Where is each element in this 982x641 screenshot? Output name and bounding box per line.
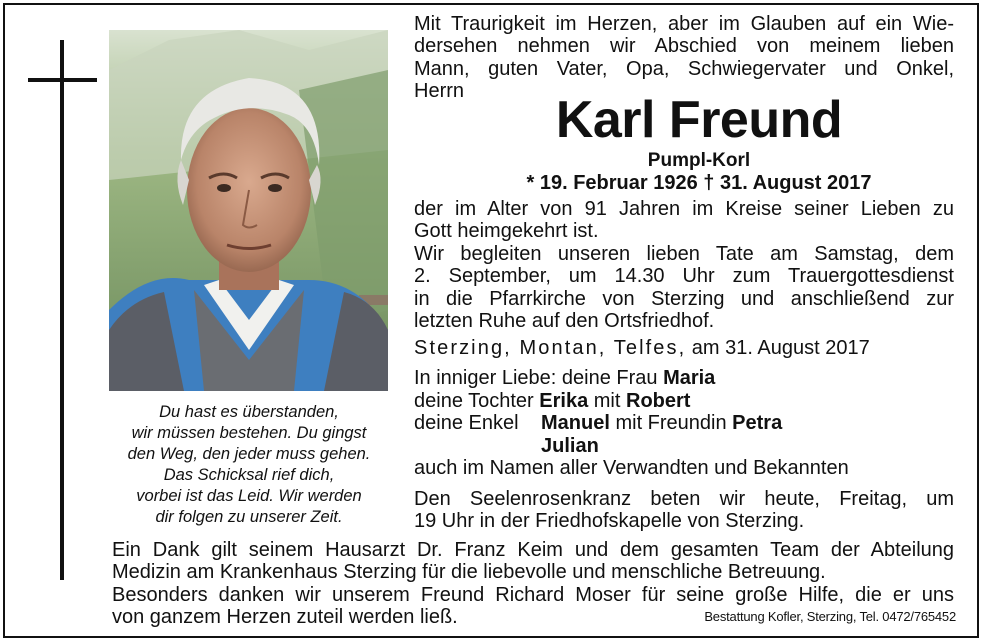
cross-icon — [60, 40, 64, 580]
body-line: letzten Ruhe auf den Ortsfriedhof. — [414, 310, 715, 333]
thanks-line: Medizin am Krankenhaus Sterzing für die liebevolle und menschliche Betreuung. — [112, 561, 826, 584]
body-line: in die Pfarrkirche von Sterzing und anschließend zur — [414, 287, 954, 310]
mourner-name: Maria — [663, 367, 716, 389]
deceased-nickname: Pumpl-Korl — [647, 150, 751, 171]
poem-line: wir müssen bestehen. Du gingst — [131, 424, 367, 442]
intro-line: Mann, guten Vater, Opa, Schwiegervater und Onkel, — [414, 57, 954, 80]
intro-line: Herrn — [414, 80, 465, 103]
life-dates: * 19. Februar 1926 † 31. August 2017 — [526, 172, 872, 194]
body-line: 2. September, um 14.30 Uhr zum Trauergottesdienst — [414, 265, 954, 288]
deceased-name: Karl Freund — [555, 91, 843, 149]
mourner-name: Robert — [626, 389, 691, 412]
announcement-text — [414, 198, 954, 332]
place-date — [414, 337, 870, 359]
mourners-list — [414, 367, 954, 480]
place-names: Sterzing, Montan, Telfes, — [414, 337, 687, 359]
thanks-line: Besonders danken wir unserem Freund Richard Moser für seine große Hilfe, die er uns — [112, 583, 954, 606]
mourner-daughter — [414, 390, 954, 413]
body-line: Wir begleiten unseren lieben Tate am Samstag, dem — [414, 242, 954, 265]
mourner-relatives: auch im Namen aller Verwandten und Bekannten — [414, 457, 849, 479]
thanks-line: von ganzem Herzen zuteil werden ließ. — [112, 606, 458, 629]
rosary-notice — [414, 488, 954, 533]
poem-line: Du hast es überstanden, — [159, 403, 339, 421]
intro-text — [414, 13, 954, 103]
portrait-photo — [109, 30, 388, 391]
thanks-line: Ein Dank gilt seinem Hausarzt Dr. Franz Keim und dem gesamten Team der Abteilung — [112, 539, 954, 561]
mourner-label: mit — [588, 389, 626, 412]
mourner-label: In inniger Liebe: deine Frau — [414, 367, 664, 389]
poem-line: dir folgen zu unserer Zeit. — [155, 508, 343, 526]
mourner-name: Petra — [732, 412, 783, 434]
memorial-poem — [108, 402, 390, 528]
poem-line: Das Schicksal rief dich, — [163, 466, 335, 484]
mourner-label: deine Tochter — [414, 389, 540, 412]
poem-line: vorbei ist das Leid. Wir werden — [136, 487, 362, 505]
rosary-line: 19 Uhr in der Friedhofskapelle von Sterzing. — [414, 510, 805, 533]
poem-line: den Weg, den jeder muss gehen. — [127, 445, 371, 463]
funeral-home: Bestattung Kofler, Sterzing, Tel. 0472/765452 — [704, 609, 956, 624]
mourner-name: Julian — [541, 434, 599, 457]
mourner-grandchild — [414, 435, 954, 458]
mourner-label: mit Freundin — [609, 412, 733, 434]
body-line: Gott heimgekehrt ist. — [414, 220, 599, 243]
intro-line: Mit Traurigkeit im Herzen, aber im Glauben auf ein Wie- — [414, 13, 954, 35]
rosary-line: Den Seelenrosenkranz beten wir heute, Freitag, um — [414, 488, 954, 510]
mourner-name: Manuel — [541, 412, 610, 434]
mourner-wife — [414, 367, 954, 390]
intro-line: dersehen nehmen wir Abschied von meinem lieben — [414, 35, 954, 58]
mourner-name: Erika — [539, 389, 589, 412]
mourner-grandchildren — [414, 412, 954, 435]
body-line: der im Alter von 91 Jahren im Kreise seiner Lieben zu — [414, 198, 954, 220]
cross-icon-bar — [28, 78, 97, 82]
place-date-value: am 31. August 2017 — [686, 337, 870, 359]
mourner-label: deine Enkel — [414, 412, 519, 434]
